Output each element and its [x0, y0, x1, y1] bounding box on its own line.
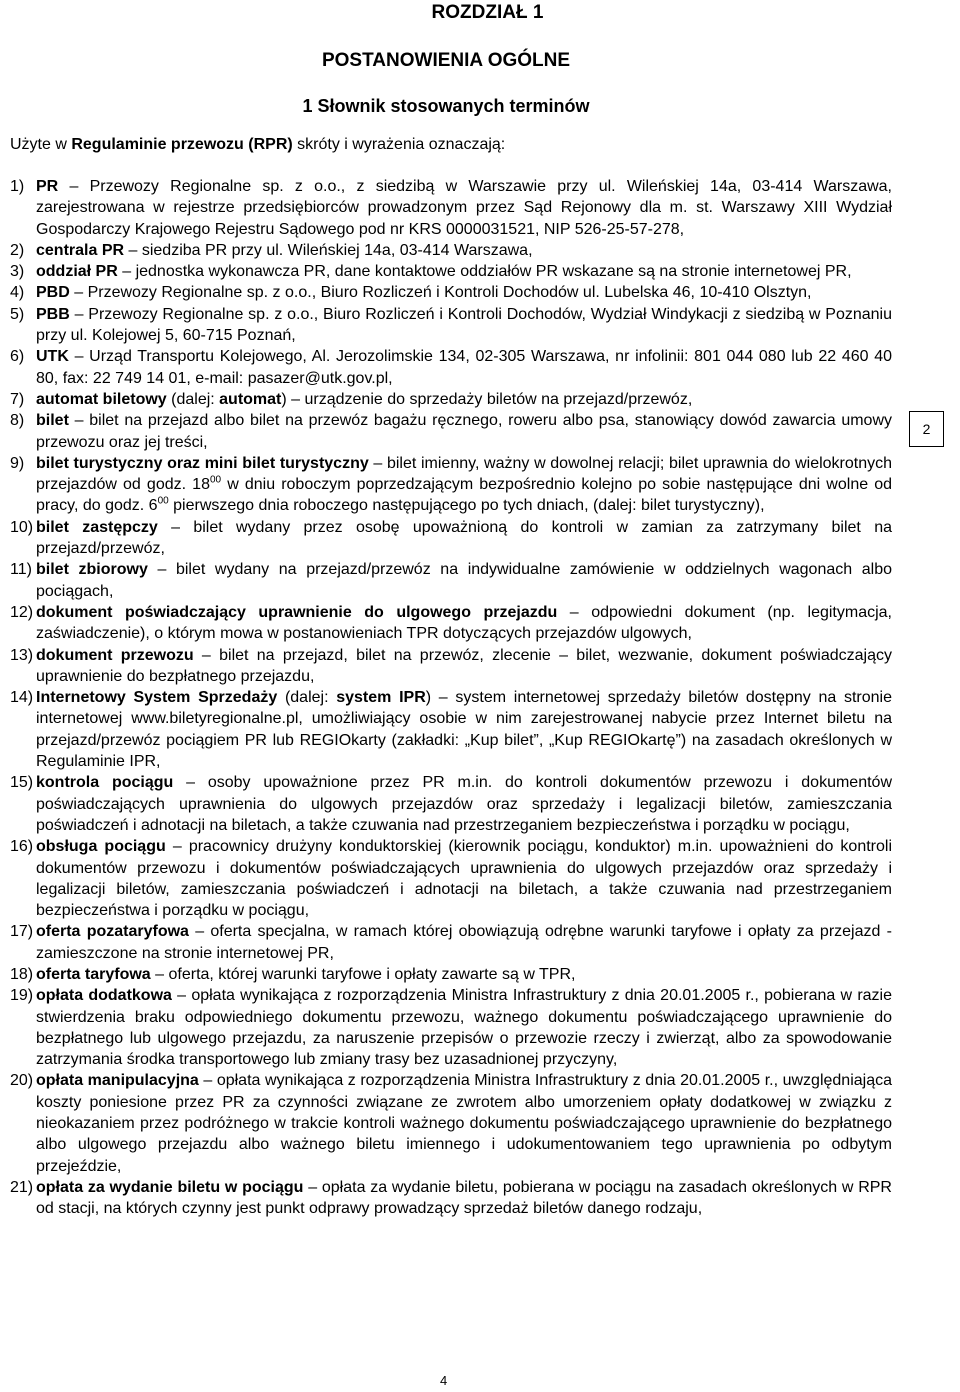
definition-term: opłata za wydanie biletu w pociągu — [36, 1178, 304, 1196]
definition-number: 6) — [10, 348, 25, 366]
definition-body: – bilet imienny, ważny w dowolnej relacji; bilet uprawnia do wielokrotnych przejazdów od godz. 18 — [36, 454, 893, 494]
definition-item — [10, 240, 892, 261]
definition-body: – bilet wydany na przejazd/przewóz na indywidualne zamówienie w oddzielnych wagonach albo pociągach, — [36, 561, 892, 600]
definition-number: 19) — [10, 987, 34, 1005]
definition-text — [36, 282, 892, 303]
definition-item — [10, 921, 892, 964]
definition-term: centrala PR — [36, 241, 125, 259]
definition-number: 12) — [10, 603, 34, 621]
definition-item — [10, 559, 892, 602]
definition-number: 13) — [10, 646, 34, 664]
time-superscript: 00 — [209, 474, 222, 486]
definition-number: 3) — [10, 263, 25, 281]
definition-text — [36, 964, 892, 985]
definition-number: 11) — [10, 561, 32, 579]
time-superscript: 00 — [157, 496, 169, 508]
definitions-list — [10, 176, 892, 1220]
definition-term: PR — [36, 178, 59, 195]
definition-item — [10, 985, 892, 1070]
definition-body: – opłata wynikająca z rozporządzenia Ministra Infrastruktury z dnia 20.01.2005 r., uwzględniająca koszty poniesione przez PR za czynności związane ze zwrotem albo umorzeniem opłaty dodatkowej w związku z nieokazaniem przez podróżnego w trakcie kontroli ważnego dokumentu poświadczającego uprawnienie do bezpłatnego albo ulgowego przejazdu albo ważnego biletu imiennego i udokumentowaniem tego uprawnienia po odbytym przejeździe, — [36, 1072, 892, 1175]
definition-body: ) – urządzenie do sprzedaży biletów na przejazd/przewóz, — [281, 390, 693, 408]
definition-text — [36, 559, 892, 602]
intro-suffix: skróty i wyrażenia oznaczają: — [292, 136, 506, 153]
definition-body: – bilet na przejazd, bilet na przewóz, zlecenie – bilet, wezwanie, dokument poświadczający uprawnienie do bezpłatnego przejazdu, — [36, 646, 893, 685]
definition-item — [10, 1070, 892, 1176]
definition-body: – siedziba PR przy ul. Wileńskiej 14a, 03-414 Warszawa, — [124, 241, 533, 259]
definition-item — [10, 772, 892, 836]
definition-text — [36, 389, 892, 410]
definition-alias: automat — [219, 390, 282, 408]
definition-body: – opłata za wydanie biletu, pobierana w pociągu na zasadach określonych w RPR od stacji, na których czynny jest punkt odprawy prowadzący sprzedaż biletów danego rodzaju, — [36, 1178, 892, 1218]
definition-body: – Urząd Transportu Kolejowego, Al. Jerozolimskie 134, 02-305 Warszawa, nr infolinii: 801 044 080 lub 22 460 40 80, fax: 22 749 14 01, e-mail: pasazer@utk.gov.pl, — [36, 348, 892, 387]
definition-term: Internetowy System Sprzedaży — [36, 689, 278, 707]
definition-item — [10, 836, 892, 921]
definition-term: kontrola pociągu — [36, 774, 174, 792]
definition-text — [36, 453, 892, 517]
definition-number: 2) — [10, 241, 25, 259]
definition-number: 5) — [10, 305, 25, 323]
definition-body: ) – system internetowej sprzedaży biletów dostępny na stronie internetowej www.biletyregionalne.pl, umożliwiający osobie w nim zarejestrowanej nabycie przez Internet biletu na przejazd/przewóz pociągiem PR lub REGIOkarty (zakładki: „Kup bilet”, „Kup REGIOkartę”) na zasadach określonych w Regulaminie IPR, — [36, 689, 893, 771]
definition-term: obsługa pociągu — [36, 838, 166, 856]
section-heading: POSTANOWIENIA OGÓLNE — [321, 50, 571, 71]
definition-term: bilet zastępczy — [36, 518, 158, 536]
definition-term: bilet — [36, 412, 69, 430]
definition-item — [10, 964, 892, 985]
definition-text — [36, 304, 892, 347]
definition-text — [36, 1177, 892, 1220]
definition-term: PBD — [36, 284, 70, 302]
intro-sentence — [10, 136, 505, 154]
definition-number: 16) — [10, 838, 34, 856]
definition-text — [36, 410, 892, 453]
definition-number: 20) — [10, 1072, 34, 1090]
subsection-heading: 1 Słownik stosowanych terminów — [302, 96, 590, 116]
definition-text — [36, 772, 892, 836]
definition-number: 14) — [10, 689, 34, 707]
definition-item — [10, 176, 892, 240]
definition-number: 18) — [10, 965, 34, 983]
definition-term: opłata dodatkowa — [36, 987, 172, 1005]
definition-item — [10, 304, 892, 347]
definition-number: 7) — [10, 390, 25, 408]
definition-body: pierwszego dnia roboczego następującego po tych dniach, (dalej: bilet turystyczny), — [168, 497, 765, 515]
definition-body: – odpowiedni dokument (np. legitymacja, zaświadczenie), o którym mowa w postanowieniach TPR dotyczących przejazdów ulgowych, — [36, 603, 892, 643]
definition-text — [36, 836, 892, 921]
definition-body: – pracownicy drużyny konduktorskiej (kierownik pociągu, konduktor) m.in. upoważnieni do kontroli dokumentów przewozu i dokumentów poświadczających uprawnienia do ulgowych przejazdów oraz sprzedaży i legalizacji biletów, zamieszczania poświadczeń i adnotacji na biletach, a także czuwania nad przestrzeganiem bezpieczeństwa i porządku w pociągu, — [36, 838, 892, 920]
definition-term: dokument poświadczający uprawnienie do ulgowego przejazdu — [36, 603, 558, 621]
definition-text — [36, 687, 892, 772]
definition-text — [36, 517, 892, 560]
definition-body: – oferta, której warunki taryfowe i opłaty zawarte są w TPR, — [150, 965, 576, 983]
definition-term: oddział PR — [36, 263, 118, 281]
definition-item — [10, 1177, 892, 1220]
definition-number: 21) — [10, 1178, 34, 1196]
definition-text — [36, 176, 892, 240]
chapter-heading: ROZDZIAŁ 1 — [431, 2, 544, 23]
page-number: 4 — [440, 1373, 448, 1388]
definition-term: oferta pozataryfowa — [36, 923, 189, 941]
definition-text — [36, 261, 892, 282]
definition-term: bilet zbiorowy — [36, 561, 148, 579]
definition-term: PBB — [36, 305, 70, 323]
definition-body: – jednostka wykonawcza PR, dane kontaktowe oddziałów PR wskazane są na stronie internetowej PR, — [117, 263, 852, 281]
definition-body: w dniu roboczym poprzedzającym bezpośrednio kolejno po sobie następujące dni wolne od pracy, do godz. 6 — [36, 476, 893, 515]
definition-text — [36, 346, 892, 389]
definition-number: 17) — [10, 923, 34, 941]
definition-item — [10, 282, 892, 303]
definition-item — [10, 453, 892, 517]
definition-term: oferta taryfowa — [36, 965, 151, 983]
side-page-marker: 2 — [909, 411, 944, 447]
definition-body: – bilet wydany przez osobę upoważnioną do kontroli w zamian za zatrzymany bilet na przejazd/przewóz, — [36, 518, 892, 558]
definition-number: 4) — [10, 284, 25, 302]
definition-body: – osoby upoważnione przez PR m.in. do kontroli dokumentów przewozu i dokumentów poświadczających uprawnienia do ulgowych przejazdów oraz sprzedaży i legalizacji biletów, zamieszczania poświadczeń i adnotacji na biletach, a także czuwania nad przestrzeganiem bezpieczeństwa i porządku w pociągu, — [36, 774, 892, 834]
definition-term: opłata manipulacyjna — [36, 1072, 199, 1090]
definition-number: 1) — [10, 178, 25, 195]
definition-body: – Przewozy Regionalne sp. z o.o., Biuro Rozliczeń i Kontroli Dochodów ul. Lubelska 46, 10-410 Olsztyn, — [69, 284, 812, 302]
definition-text — [36, 985, 892, 1070]
definition-item — [10, 410, 892, 453]
definition-text — [36, 921, 892, 964]
definition-body: (dalej: — [277, 689, 337, 707]
definition-body: (dalej: — [166, 390, 220, 408]
definition-number: 9) — [10, 454, 25, 472]
intro-bold: Regulaminie przewozu (RPR) — [71, 136, 293, 153]
intro-prefix: Użyte w — [10, 136, 72, 153]
definition-body: – Przewozy Regionalne sp. z o.o., z siedzibą w Warszawie przy ul. Wileńskiej 14a, 03-414 Warszawa, zarejestrowana w rejestrze przedsiębiorców prowadzonym przez Sąd Rejonowy dla m. st. Warszawy XIII Wydział Gospodarczy Krajowego Rejestru Sądowego pod nr KRS 0000031521, NIP 526-25-57-278, — [36, 178, 892, 238]
definition-item — [10, 517, 892, 560]
definition-term: UTK — [36, 348, 69, 366]
definition-alias: system IPR — [336, 689, 426, 707]
definition-text — [36, 602, 892, 645]
definition-text — [36, 645, 892, 688]
definition-number: 10) — [10, 518, 34, 536]
definition-item — [10, 602, 892, 645]
definition-text — [36, 240, 892, 261]
definition-item — [10, 389, 892, 410]
definition-item — [10, 645, 892, 688]
definition-body: – oferta specjalna, w ramach której obowiązują odrębne warunki taryfowe i opłaty za przejazd - zamieszczone na stronie internetowej PR, — [36, 923, 892, 962]
definition-body: – bilet na przejazd albo bilet na przewóz bagażu ręcznego, roweru albo psa, stanowiący dowód zawarcia umowy przewozu oraz jej treści, — [36, 412, 892, 451]
definition-item — [10, 346, 892, 389]
definition-item — [10, 687, 892, 772]
definition-number: 15) — [10, 774, 34, 792]
definition-text — [36, 1070, 892, 1176]
definition-term: bilet turystyczny oraz mini bilet turystyczny — [36, 454, 369, 472]
definition-body: – opłata wynikająca z rozporządzenia Ministra Infrastruktury z dnia 20.01.2005 r., pobierana w razie stwierdzenia braku odpowiedniego dokumentu przewozu, ważnego dokumentu poświadczającego uprawnienie do bezpłatnego lub ulgowego przejazdu, za naruszenie przepisów o przewozie rzeczy i zwierząt, albo za spowodowanie zatrzymania środka transportowego lub zmiany trasy bez uzasadnionej przyczyny, — [36, 987, 893, 1069]
definition-number: 8) — [10, 412, 25, 430]
definition-body: – Przewozy Regionalne sp. z o.o., Biuro Rozliczeń i Kontroli Dochodów, Wydział Windykacji z siedzibą w Poznaniu przy ul. Kolejowej 5, 60-715 Poznań, — [36, 305, 892, 345]
definition-term: dokument przewozu — [36, 646, 194, 664]
definition-item — [10, 261, 892, 282]
definition-term: automat biletowy — [36, 390, 167, 408]
